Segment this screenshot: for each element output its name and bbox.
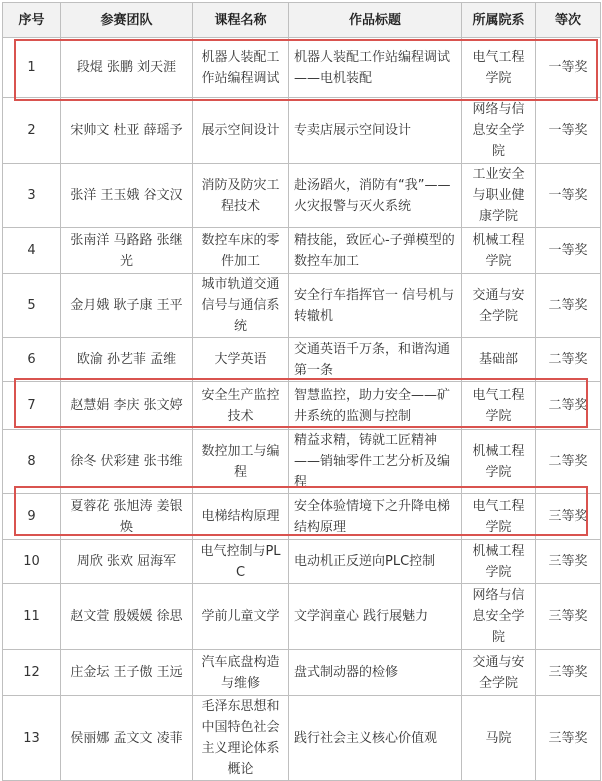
cell-course: 数控加工与编程 xyxy=(193,430,289,494)
cell-dept: 交通与安全学院 xyxy=(462,650,536,696)
cell-rank: 三等奖 xyxy=(536,540,601,584)
cell-title: 安全体验情境下之升降电梯结构原理 xyxy=(289,494,462,540)
cell-dept: 电气工程学院 xyxy=(462,494,536,540)
cell-no: 1 xyxy=(3,38,61,98)
cell-no: 7 xyxy=(3,382,61,430)
cell-title: 赴汤蹈火，消防有“我”——火灾报警与灭火系统 xyxy=(289,164,462,228)
cell-course: 城市轨道交通信号与通信系统 xyxy=(193,274,289,338)
cell-no: 2 xyxy=(3,98,61,164)
cell-rank: 一等奖 xyxy=(536,228,601,274)
cell-course: 数控车床的零件加工 xyxy=(193,228,289,274)
cell-course: 消防及防灾工程技术 xyxy=(193,164,289,228)
cell-title: 机器人装配工作站编程调试——电机装配 xyxy=(289,38,462,98)
cell-team: 欧渝 孙艺菲 孟维 xyxy=(61,338,193,382)
cell-title: 践行社会主义核心价值观 xyxy=(289,696,462,781)
table-row xyxy=(3,584,601,650)
cell-rank: 三等奖 xyxy=(536,584,601,650)
cell-team: 金月娥 耿子康 王平 xyxy=(61,274,193,338)
cell-no: 4 xyxy=(3,228,61,274)
cell-team: 段焜 张鹏 刘天涯 xyxy=(61,38,193,98)
cell-title: 交通英语千万条，和谐沟通第一条 xyxy=(289,338,462,382)
cell-rank: 三等奖 xyxy=(536,494,601,540)
cell-team: 周欣 张欢 屈海军 xyxy=(61,540,193,584)
cell-course: 电气控制与PLC xyxy=(193,540,289,584)
table-row xyxy=(3,696,601,781)
cell-no: 11 xyxy=(3,584,61,650)
cell-dept: 机械工程学院 xyxy=(462,540,536,584)
cell-no: 13 xyxy=(3,696,61,781)
cell-title: 精益求精，铸就工匠精神——销轴零件工艺分析及编程 xyxy=(289,430,462,494)
cell-course: 机器人装配工作站编程调试 xyxy=(193,38,289,98)
cell-no: 12 xyxy=(3,650,61,696)
cell-course: 安全生产监控技术 xyxy=(193,382,289,430)
header-rank: 等次 xyxy=(536,3,601,38)
table-row xyxy=(3,228,601,274)
cell-no: 9 xyxy=(3,494,61,540)
awards-table xyxy=(2,2,601,781)
cell-dept: 网络与信息安全学院 xyxy=(462,98,536,164)
cell-dept: 工业安全与职业健康学院 xyxy=(462,164,536,228)
cell-team: 赵慧娟 李庆 张文婷 xyxy=(61,382,193,430)
cell-rank: 一等奖 xyxy=(536,38,601,98)
cell-course: 展示空间设计 xyxy=(193,98,289,164)
cell-dept: 交通与安全学院 xyxy=(462,274,536,338)
header-dept: 所属院系 xyxy=(462,3,536,38)
cell-team: 夏蓉花 张旭涛 姜银焕 xyxy=(61,494,193,540)
cell-dept: 电气工程学院 xyxy=(462,382,536,430)
table-row xyxy=(3,430,601,494)
cell-dept: 马院 xyxy=(462,696,536,781)
header-row xyxy=(3,3,601,38)
table-row xyxy=(3,274,601,338)
cell-rank: 一等奖 xyxy=(536,164,601,228)
table-row xyxy=(3,382,601,430)
cell-rank: 二等奖 xyxy=(536,274,601,338)
cell-title: 电动机正反逆向PLC控制 xyxy=(289,540,462,584)
header-team: 参赛团队 xyxy=(61,3,193,38)
cell-course: 大学英语 xyxy=(193,338,289,382)
table-row xyxy=(3,164,601,228)
cell-title: 盘式制动器的检修 xyxy=(289,650,462,696)
cell-team: 庄金坛 王子傲 王远 xyxy=(61,650,193,696)
cell-title: 精技能，致匠心-子弹模型的数控车加工 xyxy=(289,228,462,274)
cell-title: 专卖店展示空间设计 xyxy=(289,98,462,164)
cell-rank: 三等奖 xyxy=(536,650,601,696)
cell-team: 赵文萱 殷媛媛 徐思 xyxy=(61,584,193,650)
cell-dept: 机械工程学院 xyxy=(462,228,536,274)
cell-course: 毛泽东思想和中国特色社会主义理论体系概论 xyxy=(193,696,289,781)
cell-no: 10 xyxy=(3,540,61,584)
header-title: 作品标题 xyxy=(289,3,462,38)
cell-course: 汽车底盘构造与维修 xyxy=(193,650,289,696)
cell-rank: 一等奖 xyxy=(536,98,601,164)
header-course: 课程名称 xyxy=(193,3,289,38)
cell-no: 6 xyxy=(3,338,61,382)
cell-team: 张南洋 马路路 张继光 xyxy=(61,228,193,274)
table-row xyxy=(3,338,601,382)
cell-rank: 三等奖 xyxy=(536,696,601,781)
cell-course: 学前儿童文学 xyxy=(193,584,289,650)
cell-dept: 机械工程学院 xyxy=(462,430,536,494)
cell-title: 智慧监控，助力安全——矿井系统的监测与控制 xyxy=(289,382,462,430)
cell-dept: 电气工程学院 xyxy=(462,38,536,98)
cell-no: 3 xyxy=(3,164,61,228)
table-row xyxy=(3,494,601,540)
awards-table-container xyxy=(2,2,600,777)
cell-title: 文学润童心 践行展魅力 xyxy=(289,584,462,650)
cell-dept: 基础部 xyxy=(462,338,536,382)
cell-rank: 二等奖 xyxy=(536,382,601,430)
table-row xyxy=(3,650,601,696)
cell-course: 电梯结构原理 xyxy=(193,494,289,540)
table-row xyxy=(3,38,601,98)
cell-team: 侯丽娜 孟文文 凌菲 xyxy=(61,696,193,781)
cell-dept: 网络与信息安全学院 xyxy=(462,584,536,650)
cell-team: 徐冬 伏彩建 张书维 xyxy=(61,430,193,494)
table-row xyxy=(3,98,601,164)
cell-title: 安全行车指挥官一 信号机与转辙机 xyxy=(289,274,462,338)
cell-rank: 二等奖 xyxy=(536,430,601,494)
cell-no: 5 xyxy=(3,274,61,338)
cell-rank: 二等奖 xyxy=(536,338,601,382)
header-no: 序号 xyxy=(3,3,61,38)
cell-no: 8 xyxy=(3,430,61,494)
table-row xyxy=(3,540,601,584)
cell-team: 宋帅文 杜亚 薛瑶予 xyxy=(61,98,193,164)
cell-team: 张洋 王玉娥 谷文汉 xyxy=(61,164,193,228)
